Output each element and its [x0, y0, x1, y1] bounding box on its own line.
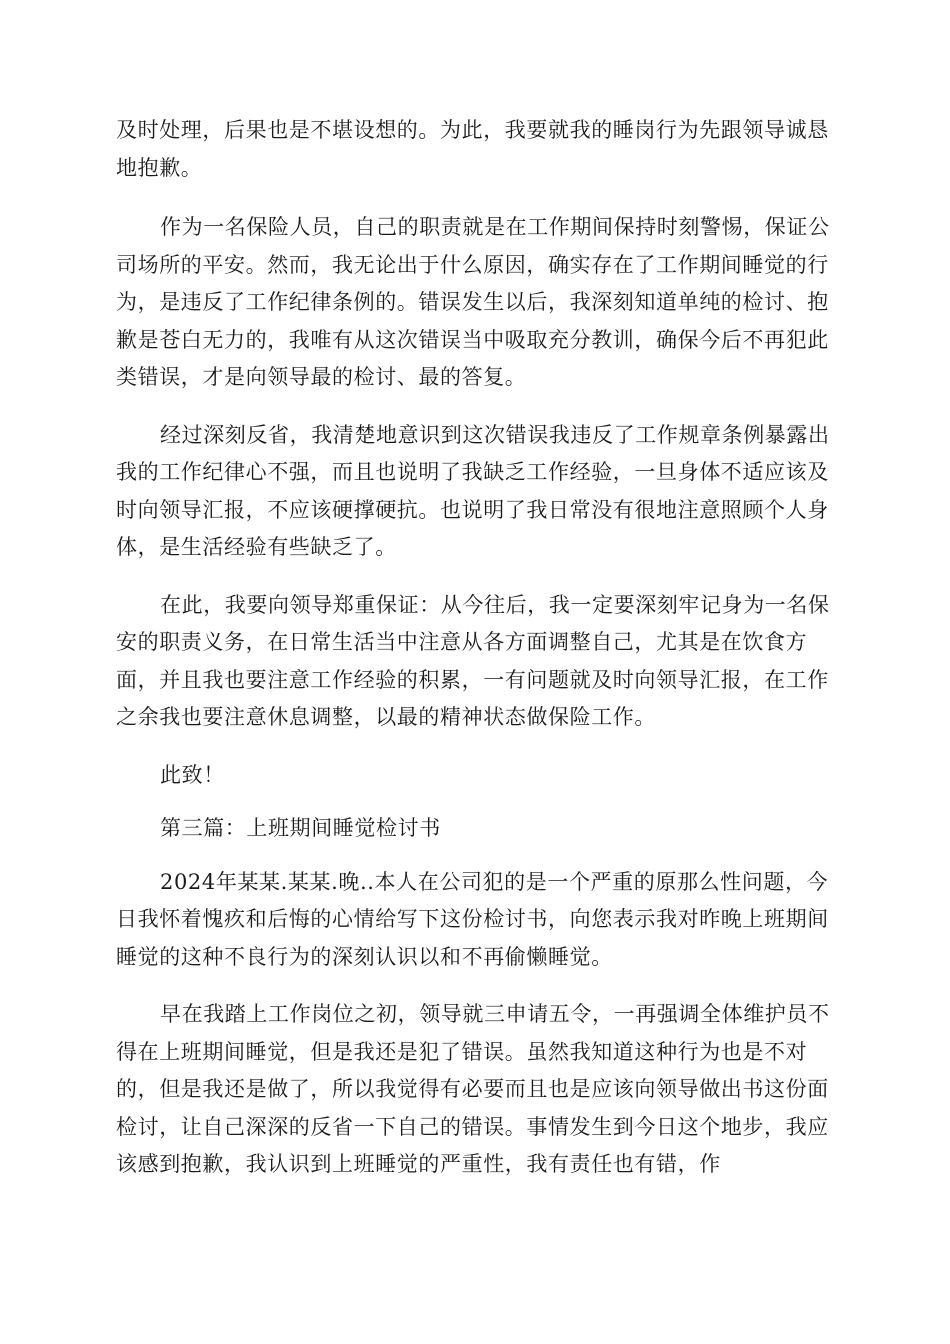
document-page [116, 112, 832, 1204]
section-heading: 第三篇：上班期间睡觉检讨书 [160, 816, 441, 840]
paragraph-duty: 作为一名保险人员，自己的职责就是在工作期间保持时刻警惕，保证公司场所的平安。然而，我无论出于什么原因，确实存在了工作期间睡觉的行为，是违反了工作纪律条例的。错误发生以后，我深刻知道单纯的检讨、抱歉是苍白无力的，我唯有从这次错误当中吸取充分教训，确保今后不再犯此类错误，才是向领导最的检讨、最的答复。 [116, 215, 830, 389]
paragraph-pledge: 在此，我要向领导郑重保证：从今往后，我一定要深刻牢记身为一名保安的职责义务，在日常生活当中注意从各方面调整自己，尤其是在饮食方面，并且我也要注意工作经验的积累，一有问题就及时向领导汇报，在工作之余我也要注意休息调整，以最的精神状态做保险工作。 [116, 592, 830, 729]
paragraph-continuation: 及时处理，后果也是不堪设想的。为此，我要就我的睡岗行为先跟领导诚恳地抱歉。 [116, 118, 829, 180]
paragraph-incident: 2024年某某.某某.晚..本人在公司犯的是一个严重的原那么性问题，今日我怀着愧疚和后悔的心情给写下这份检讨书，向您表示我对昨晚上班期间睡觉的这种不良行为的深刻认识以和不再偷懒睡觉。 [116, 869, 829, 969]
paragraph-reflection: 经过深刻反省，我清楚地意识到这次错误我违反了工作规章条例暴露出我的工作纪律心不强，而且也说明了我缺乏工作经验，一旦身体不适应该及时向领导汇报，不应该硬撑硬抗。也说明了我日常没有很地注意照顾个人身体，是生活经验有些缺乏了。 [116, 422, 830, 559]
paragraph-admission: 早在我踏上工作岗位之初，领导就三申请五令，一再强调全体维护员不得在上班期间睡觉，但是我还是犯了错误。虽然我知道这种行为也是不对的，但是我还是做了，所以我觉得有必要而且也是应该向领导做出书这份面检讨，让自己深深的反省一下自己的错误。事情发生到今日这个地步，我应该感到抱歉，我认识到上班睡觉的严重性，我有责任也有错，作 [116, 1002, 830, 1176]
closing-salutation: 此致！ [160, 762, 225, 787]
